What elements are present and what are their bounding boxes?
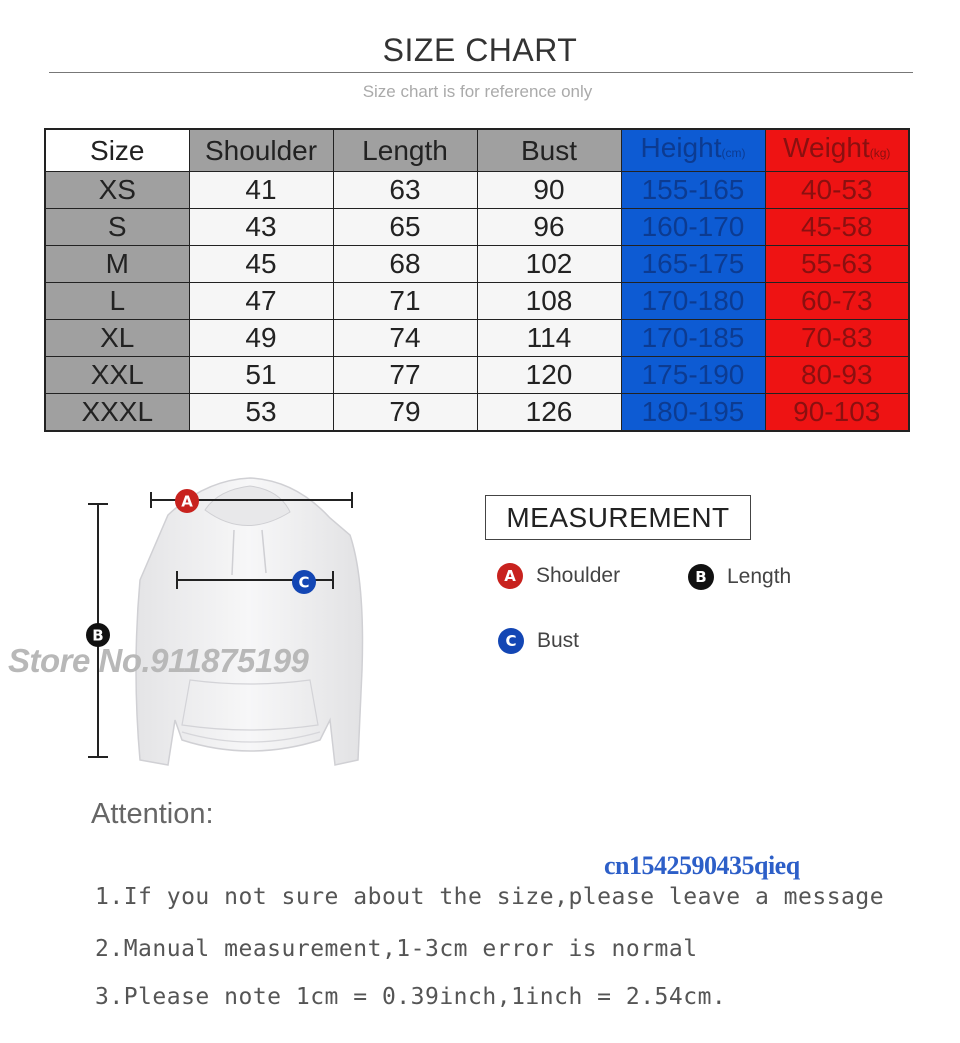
table-header-row <box>45 129 909 172</box>
header-shoulder: Shoulder <box>189 129 333 172</box>
table-row <box>45 246 909 283</box>
table-body <box>45 172 909 432</box>
cell-bust: 96 <box>477 209 621 246</box>
cell-height: 160-170 <box>621 209 765 246</box>
measurement-title: MEASUREMENT <box>485 495 751 540</box>
attention-heading: Attention: <box>91 798 214 830</box>
table-row <box>45 357 909 394</box>
cell-bust: 108 <box>477 283 621 320</box>
table-row <box>45 283 909 320</box>
marker-c-icon <box>292 570 316 594</box>
header-weight-label: Weight <box>783 132 870 163</box>
marker-b-label: B <box>92 626 104 645</box>
cell-shoulder: 49 <box>189 320 333 357</box>
header-weight-unit: (kg) <box>869 146 891 160</box>
cell-size: S <box>45 209 189 246</box>
cell-height: 165-175 <box>621 246 765 283</box>
cell-length: 74 <box>333 320 477 357</box>
legend-shoulder-label: Shoulder <box>536 564 621 587</box>
header-length: Length <box>333 129 477 172</box>
hoodie-diagram <box>0 470 480 790</box>
cell-length: 71 <box>333 283 477 320</box>
cell-size: XS <box>45 172 189 209</box>
cell-weight: 90-103 <box>765 394 909 432</box>
legend-length-label: Length <box>727 565 792 588</box>
table-row <box>45 320 909 357</box>
header-weight <box>765 129 909 172</box>
cell-height: 180-195 <box>621 394 765 432</box>
cell-length: 79 <box>333 394 477 432</box>
note-2: 2.Manual measurement,1-3cm error is normal <box>95 936 698 962</box>
marker-a-icon <box>175 489 199 513</box>
badge-c-icon: C <box>498 628 524 654</box>
cell-bust: 114 <box>477 320 621 357</box>
page-title: SIZE CHART <box>382 32 578 68</box>
cell-size: XL <box>45 320 189 357</box>
cell-shoulder: 43 <box>189 209 333 246</box>
table-row <box>45 209 909 246</box>
cell-shoulder: 45 <box>189 246 333 283</box>
table-row <box>45 172 909 209</box>
cell-size: L <box>45 283 189 320</box>
cell-size: XXXL <box>45 394 189 432</box>
cell-size: M <box>45 246 189 283</box>
cell-height: 170-180 <box>621 283 765 320</box>
badge-a-icon: A <box>497 563 523 589</box>
legend-shoulder <box>497 563 620 589</box>
cell-weight: 40-53 <box>765 172 909 209</box>
table-row <box>45 394 909 432</box>
header-bust: Bust <box>477 129 621 172</box>
cell-weight: 80-93 <box>765 357 909 394</box>
header-height <box>621 129 765 172</box>
cell-length: 68 <box>333 246 477 283</box>
marker-a-label: A <box>181 492 193 511</box>
legend-bust <box>498 628 579 654</box>
cell-height: 170-185 <box>621 320 765 357</box>
legend-bust-label: Bust <box>537 629 580 652</box>
cell-weight: 55-63 <box>765 246 909 283</box>
header-height-unit: (cm) <box>721 146 746 160</box>
cell-length: 77 <box>333 357 477 394</box>
note-1: 1.If you not sure about the size,please leave a message <box>95 884 885 910</box>
title-divider <box>49 72 913 73</box>
cell-height: 155-165 <box>621 172 765 209</box>
size-table <box>44 128 910 432</box>
marker-c-label: C <box>298 573 310 592</box>
hoodie-image <box>136 478 363 765</box>
cell-size: XXL <box>45 357 189 394</box>
cell-shoulder: 53 <box>189 394 333 432</box>
cell-shoulder: 47 <box>189 283 333 320</box>
header-height-label: Height <box>640 132 722 163</box>
cell-weight: 45-58 <box>765 209 909 246</box>
page-subtitle: Size chart is for reference only <box>362 82 593 101</box>
cell-bust: 126 <box>477 394 621 432</box>
cell-bust: 90 <box>477 172 621 209</box>
cell-bust: 120 <box>477 357 621 394</box>
cell-bust: 102 <box>477 246 621 283</box>
cell-shoulder: 51 <box>189 357 333 394</box>
legend-length <box>688 564 791 590</box>
cell-weight: 60-73 <box>765 283 909 320</box>
cell-length: 65 <box>333 209 477 246</box>
cell-length: 63 <box>333 172 477 209</box>
cell-weight: 70-83 <box>765 320 909 357</box>
store-watermark: Store No.911875199 <box>8 642 309 679</box>
cell-shoulder: 41 <box>189 172 333 209</box>
badge-b-icon: B <box>688 564 714 590</box>
id-watermark: cn1542590435qieq <box>604 851 800 880</box>
header-size: Size <box>45 129 189 172</box>
note-3: 3.Please note 1cm = 0.39inch,1inch = 2.54cm. <box>95 984 727 1010</box>
cell-height: 175-190 <box>621 357 765 394</box>
